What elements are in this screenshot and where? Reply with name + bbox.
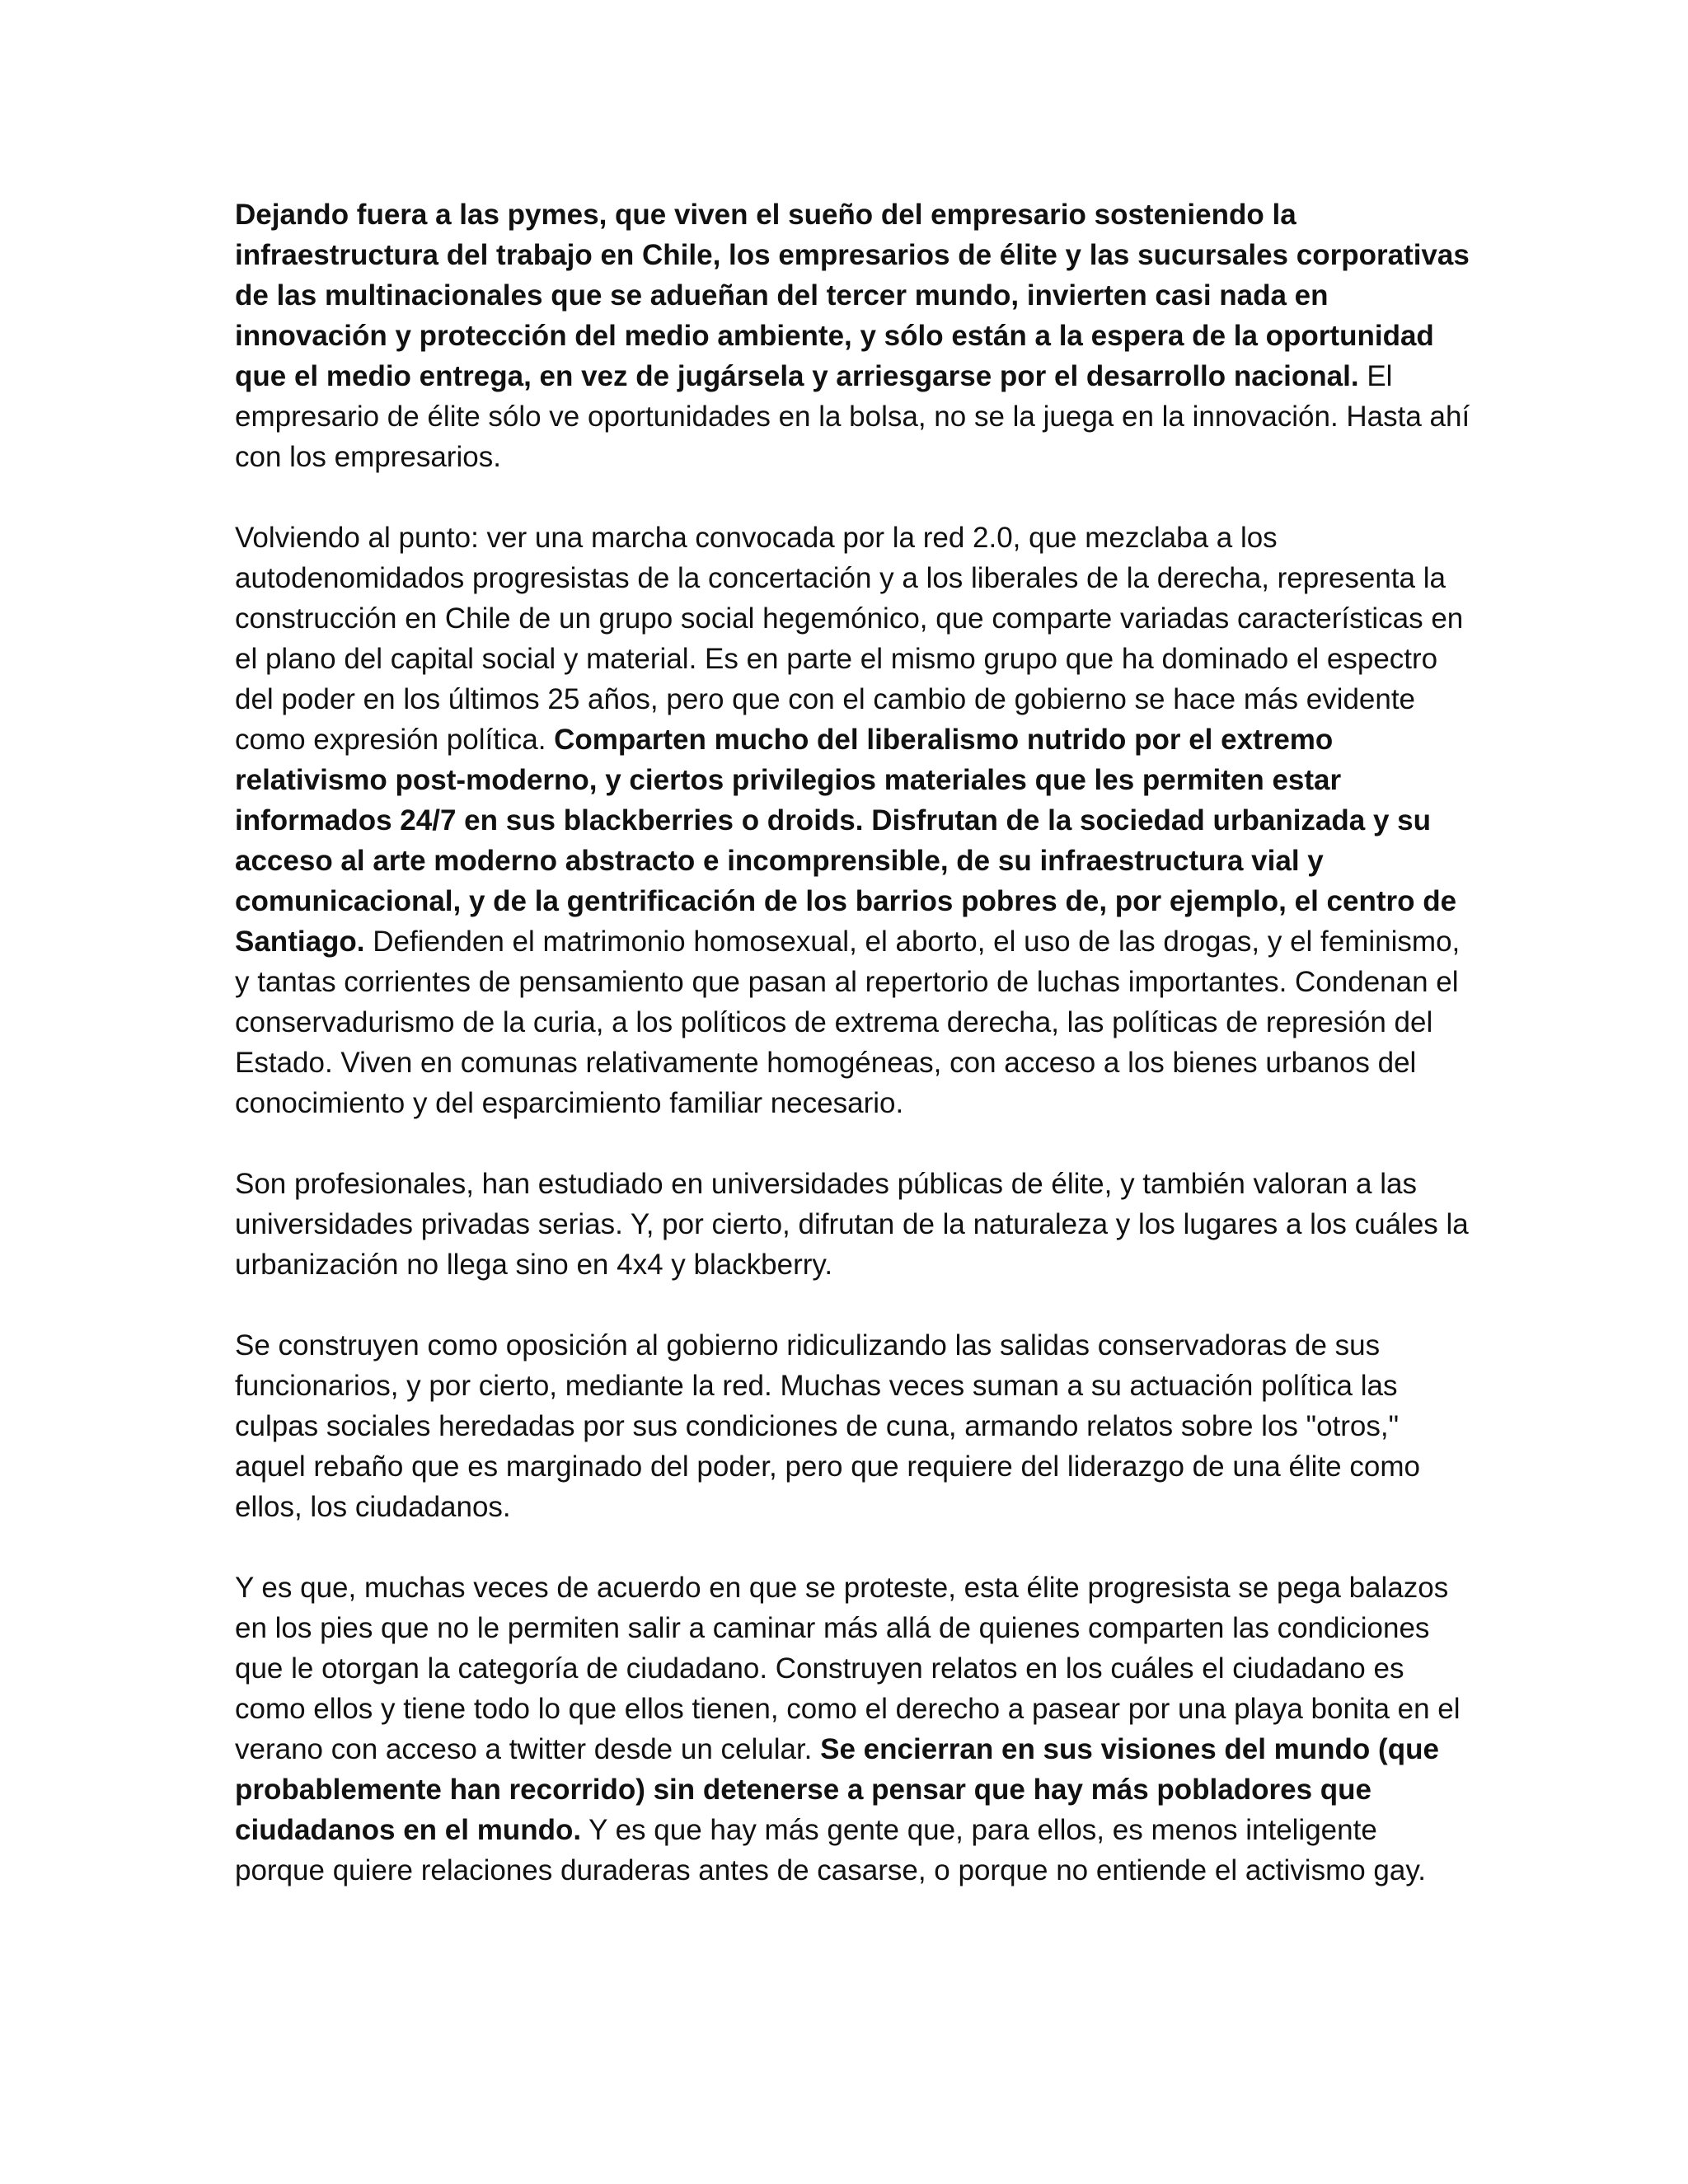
body-text: Y es que hay más gente que, para ellos, es menos inteligente porque quiere relaciones duraderas antes de casarse, o porque no entiende el activismo gay. xyxy=(235,1814,1426,1886)
paragraph-4 xyxy=(235,1325,1471,1527)
body-text: Defienden el matrimonio homosexual, el aborto, el uso de las drogas, y el feminismo, y tantas corrientes de pensamiento que pasan al repertorio de luchas importantes. Condenan el conservadurismo de la curia, a los políticos de extrema derecha, las políticas de represión del Estado. Viven en comunas relativamente homogéneas, con acceso a los bienes urbanos del conocimiento y del esparcimiento familiar necesario. xyxy=(235,926,1461,1119)
paragraph-3 xyxy=(235,1164,1471,1285)
document-body xyxy=(235,194,1471,1931)
body-text: Volviendo al punto: ver una marcha convocada por la red 2.0, que mezclaba a los autodenomidados progresistas de la concertación y a los liberales de la derecha, representa la construcción en Chile de un grupo social hegemónico, que comparte variadas características en el plano del capital social y material. Es en parte el mismo grupo que ha dominado el espectro del poder en los últimos 25 años, pero que con el cambio de gobierno se hace más evidente como expresión política. xyxy=(235,522,1464,756)
body-text: Son profesionales, han estudiado en universidades públicas de élite, y también valoran a las universidades privadas serias. Y, por cierto, difrutan de la naturaleza y los lugares a los cuáles la urbanización no llega sino en 4x4 y blackberry. xyxy=(235,1168,1469,1281)
paragraph-2 xyxy=(235,518,1471,1123)
bold-text: Dejando fuera a las pymes, que viven el sueño del empresario sosteniendo la infraestructura del trabajo en Chile, los empresarios de élite y las sucursales corporativas de las multinacionales que se adueñan del tercer mundo, invierten casi nada en innovación y protección del medio ambiente, y sólo están a la espera de la oportunidad que el medio entrega, en vez de jugársela y arriesgarse por el desarrollo nacional. xyxy=(235,199,1470,392)
body-text: Se construyen como oposición al gobierno ridiculizando las salidas conservadoras de sus funcionarios, y por cierto, mediante la red. Muchas veces suman a su actuación política las culpas sociales heredadas por sus condiciones de cuna, armando relatos sobre los "otros," aquel rebaño que es marginado del poder, pero que requiere del liderazgo de una élite como ellos, los ciudadanos. xyxy=(235,1329,1420,1523)
paragraph-5 xyxy=(235,1568,1471,1891)
body-text: Y es que, muchas veces de acuerdo en que se proteste, esta élite progresista se pega balazos en los pies que no le permiten salir a caminar más allá de quienes comparten las condiciones que le otorgan la categoría de ciudadano. Construyen relatos en los cuáles el ciudadano es como ellos y tiene todo lo que ellos tienen, como el derecho a pasear por una playa bonita en el verano con acceso a twitter desde un celular. xyxy=(235,1572,1461,1765)
body-text: El empresario de élite sólo ve oportunidades en la bolsa, no se la juega en la innovación. Hasta ahí con los empresarios. xyxy=(235,360,1470,473)
bold-text: Comparten mucho del liberalismo nutrido por el extremo relativismo post-moderno, y ciertos privilegios materiales que les permiten estar informados 24/7 en sus blackberries o droids. Disfrutan de la sociedad urbanizada y su acceso al arte moderno abstracto e incomprensible, de su infraestructura vial y comunicacional, y de la gentrificación de los barrios pobres de, por ejemplo, el centro de Santiago. xyxy=(235,724,1457,958)
paragraph-1 xyxy=(235,194,1471,477)
bold-text: Se encierran en sus visiones del mundo (que probablemente han recorrido) sin detenerse a pensar que hay más pobladores que ciudadanos en el mundo. xyxy=(235,1733,1439,1846)
